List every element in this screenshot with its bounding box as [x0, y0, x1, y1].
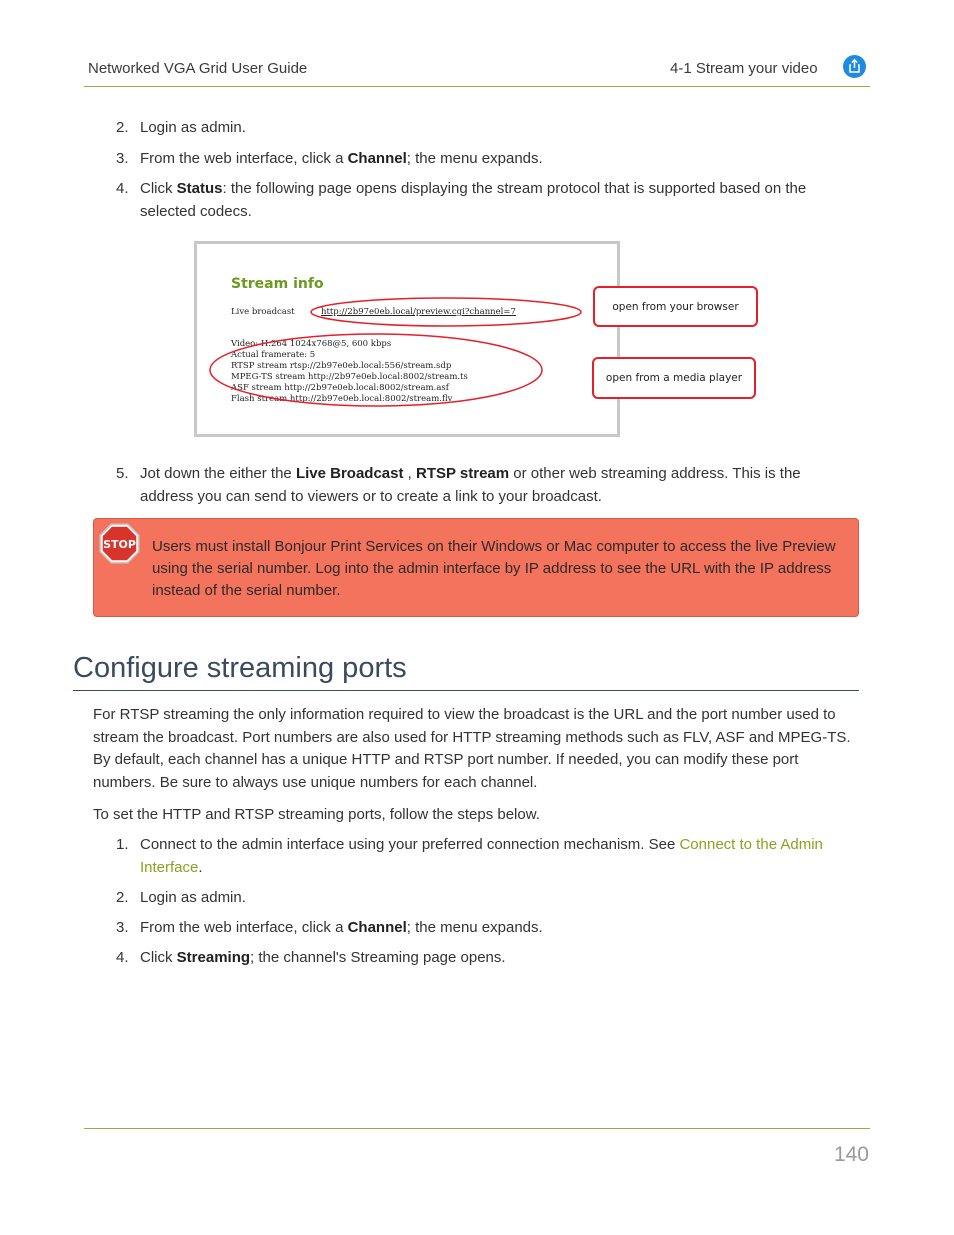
- header-doc-title: Networked VGA Grid User Guide: [88, 60, 308, 77]
- stream-line: Flash stream http://2b97e0eb.local:8002/stream.flv: [231, 394, 453, 404]
- header-section-title: 4-1 Stream your video: [670, 60, 818, 77]
- intro-paragraph: For RTSP streaming the only information required to view the broadcast is the URL and the port number used to stream the broadcast. Port numbers are also used for HTTP streaming methods such as FLV, ASF and MPEG-TS. By default, each channel has a unique HTTP and RTSP port number. If needed, you can modify these port numbers. Be sure to always use unique numbers for each channel.: [93, 706, 851, 791]
- stream-line: Video: H.264 1024x768@5, 600 kbps: [231, 339, 392, 349]
- section-heading: Configure streaming ports: [73, 652, 407, 684]
- highlight-ellipses: [197, 244, 617, 434]
- figure-title: Stream info: [231, 276, 324, 292]
- page-number: 140: [833, 1143, 869, 1166]
- stop-notice-text: Users must install Bonjour Print Services on their Windows or Mac computer to access the live Preview using the serial number. Log into the admin interface by IP address to see the URL with the IP address instead of the serial number.: [152, 538, 836, 599]
- streams-ellipse: [210, 334, 542, 406]
- live-url-ellipse: [311, 298, 581, 326]
- live-broadcast-label: Live broadcast: [231, 307, 295, 317]
- stop-icon: [98, 522, 141, 565]
- stream-line: Actual framerate: 5: [231, 350, 316, 360]
- svg-text:STOP: STOP: [103, 538, 136, 551]
- stream-line: ASF stream http://2b97e0eb.local:8002/stream.asf: [231, 383, 449, 393]
- callout-browser: open from your browser: [593, 286, 758, 327]
- heading-rule: [73, 690, 859, 691]
- footer-rule: [84, 1128, 870, 1129]
- stream-line: MPEG-TS stream http://2b97e0eb.local:8002/stream.ts: [231, 372, 468, 382]
- connect-admin-link[interactable]: Connect to the Admin Interface: [140, 836, 823, 876]
- stream-info-figure: [194, 241, 620, 437]
- stop-notice: [93, 518, 859, 617]
- stream-line: RTSP stream rtsp://2b97e0eb.local:556/stream.sdp: [231, 361, 452, 371]
- header-rule: [84, 86, 870, 87]
- steps-intro: To set the HTTP and RTSP streaming ports, follow the steps below.: [93, 806, 540, 823]
- share-icon[interactable]: [843, 55, 866, 78]
- callout-media-player: open from a media player: [592, 357, 756, 399]
- live-broadcast-url[interactable]: http://2b97e0eb.local/preview.cgi?channel=7: [321, 307, 516, 317]
